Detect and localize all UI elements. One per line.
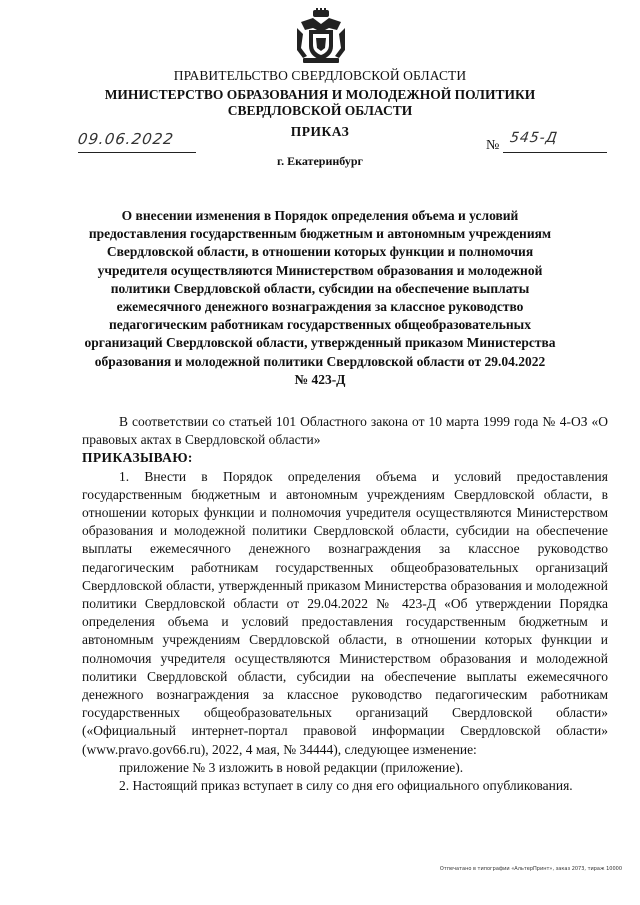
title-line: педагогическим работникам государственных общеобразовательных [109,317,531,333]
item-1-detail-paragraph: приложение № 3 изложить в новой редакции (приложение). [119,759,464,775]
handwritten-date: 09.06.2022 [76,130,176,148]
document-title [0,207,640,389]
government-name: ПРАВИТЕЛЬСТВО СВЕРДЛОВСКОЙ ОБЛАСТИ [173,68,467,83]
title-line: организаций Свердловской области, утвержденный приказом Министерства [84,335,556,351]
item-2-paragraph: 2. Настоящий приказ вступает в силу со дня его официального опубликования. [119,778,573,794]
coat-of-arms-icon [295,8,347,64]
handwritten-number: 545-Д [508,130,559,146]
document-type: ПРИКАЗ [290,124,350,139]
ministry-name [0,87,640,119]
title-line: Свердловской области, в отношении которых функции и полномочия [106,244,534,260]
city: г. Екатеринбург [277,154,363,168]
command-word: ПРИКАЗЫВАЮ: [82,450,193,466]
title-line: учредителя осуществляются Министерством образования и молодежной [97,262,543,278]
item-1-paragraph: 1. Внести в Порядок определения объема и условий предоставления государственным бюджетным и автономным учреждениям Свердловской области, в отношении которых функции и полномочия учредителя осуществляются Министерством образования и молодежной политики Свердловской области, субсидии на обеспечение выплаты ежемесячного денежного вознаграждения за классное руководство педагогическим работникам государственных общеобразовательных организаций Свердловской области, утвержденный приказом Министерства образования и молодежной политики Свердловской области от 29.04.2022 № 423-Д «Об утверждении Порядка определения объема и условий предоставления государственным бюджетным и автономным учреждениям Свердловской области, в отношении которых функции и полномочия учредителя осуществляются Министерством образования и молодежной политики Свердловской области, субсидии на обеспечение выплаты ежемесячного денежного вознаграждения за классное руководство педагогическим работникам государственных общеобразовательных организаций Свердловской области» («Официальный интернет-портал правовой информации Свердловской области» (www.pravo.gov66.ru), 2022, 4 мая, № 34444), следующее изменение: [82,468,608,757]
title-line: О внесении изменения в Порядок определения объема и условий [121,208,519,223]
preamble-paragraph: В соответствии со статьей 101 Областного закона от 10 марта 1999 года № 4-ОЗ «О правовых актах в Свердловской области» [82,414,608,448]
ministry-line-1: МИНИСТЕРСТВО ОБРАЗОВАНИЯ И МОЛОДЕЖНОЙ ПОЛИТИКИ [104,87,536,102]
document-body [82,413,608,795]
title-line: образования и молодежной политики Свердловской области от 29.04.2022 [94,353,546,369]
print-imprint: Отпечатано в типографии «АльтерПринт», заказ 2073, тираж 10000 [439,866,622,872]
ministry-line-2: СВЕРДЛОВСКОЙ ОБЛАСТИ [227,103,413,118]
title-line: № 423-Д [294,371,346,387]
title-line: политики Свердловской области, субсидии на обеспечение выплаты [110,280,530,296]
title-line: ежемесячного денежного вознаграждения за классное руководство [116,299,524,315]
number-sign: № [486,138,500,153]
title-line: предоставления государственным бюджетным и автономным учреждениям [88,226,552,242]
